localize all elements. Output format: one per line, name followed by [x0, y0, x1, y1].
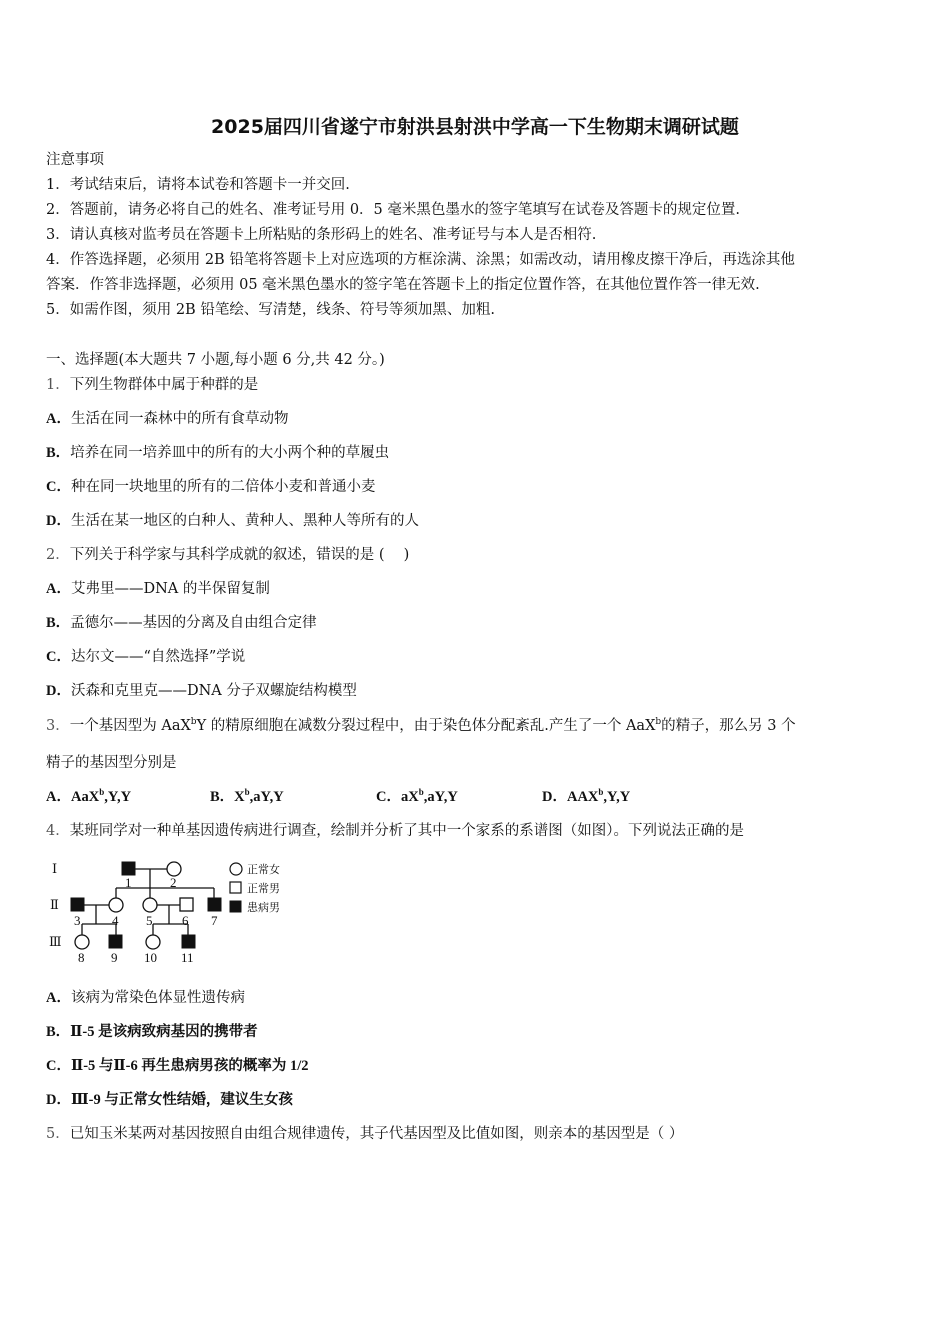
option-d: [46, 1090, 293, 1110]
option-a: [46, 787, 131, 807]
question-stem: 下列生物群体中属于种群的是: [69, 377, 259, 393]
question-stem-continued: 精子的基因型分别是: [46, 755, 177, 771]
generation-label: Ⅲ: [49, 934, 62, 949]
question-number: 2．: [46, 547, 70, 563]
option-label: D．: [46, 513, 71, 529]
option-label: D．: [542, 789, 567, 805]
option-label: A．: [46, 581, 71, 597]
superscript: b: [418, 787, 424, 797]
legend-female-icon: [230, 863, 242, 875]
question-3: [46, 716, 796, 736]
option-b: [46, 443, 389, 463]
individual-number: 1: [125, 875, 132, 890]
notice-item: 2．答题前，请务必将自己的姓名、准考证号用 0．5 毫米黑色墨水的签字笔填写在试卷及答题卡的规定位置.: [46, 202, 740, 218]
notice-item: 1．考试结束后，请将本试卷和答题卡一并交回.: [46, 177, 350, 193]
normal-female-symbol: [75, 935, 89, 949]
page-title: 2025届四川省遂宁市射洪县射洪中学高一下生物期末调研试题: [211, 116, 739, 138]
notice-item: 5．如需作图，须用 2B 铅笔绘、写清楚，线条、符号等须加黑、加粗.: [46, 302, 495, 318]
question-number: 4．: [46, 823, 70, 839]
affected-male-symbol: [182, 935, 195, 948]
question-stem: 下列关于科学家与其科学成就的叙述，错误的是 ( ): [69, 547, 410, 563]
option-c: [46, 477, 375, 497]
option-text: AaX: [70, 789, 100, 805]
normal-female-symbol: [167, 862, 181, 876]
generation-label: Ⅰ: [52, 861, 58, 876]
affected-male-symbol: [71, 898, 84, 911]
superscript: b: [244, 787, 250, 797]
option-label: B．: [46, 615, 71, 631]
superscript: b: [598, 787, 604, 797]
option-text: ,Y,Y: [104, 789, 132, 805]
option-label: C．: [46, 649, 71, 665]
legend-affected-icon: [230, 901, 241, 912]
question-1: [46, 375, 258, 395]
option-text: 艾弗里——DNA 的半保留复制: [70, 581, 270, 597]
option-label: A．: [46, 789, 71, 805]
individual-number: 6: [182, 913, 189, 928]
option-c: [46, 647, 245, 667]
option-label: B．: [210, 789, 235, 805]
option-label: C．: [46, 1058, 71, 1074]
superscript: b: [190, 717, 197, 727]
question-2: [46, 545, 409, 565]
question-4: [46, 821, 744, 841]
option-label: B．: [46, 445, 71, 461]
option-d: [46, 681, 357, 701]
question-number: 1．: [46, 377, 70, 393]
normal-female-symbol: [143, 898, 157, 912]
option-label: C．: [376, 789, 401, 805]
question-number: 5．: [46, 1126, 70, 1142]
option-text: 该病为常染色体显性遗传病: [70, 990, 245, 1006]
notice-item: 答案．作答非选择题，必须用 05 毫米黑色墨水的签字笔在答题卡上的指定位置作答，在其他位置作答一律无效.: [46, 277, 760, 293]
notice-item: 3．请认真核对监考员在答题卡上所粘贴的条形码上的姓名、准考证号与本人是否相符.: [46, 227, 597, 243]
option-a: [46, 579, 270, 599]
normal-female-symbol: [146, 935, 160, 949]
affected-male-symbol: [109, 935, 122, 948]
option-text: 孟德尔——基因的分离及自由组合定律: [70, 615, 317, 631]
option-a: [46, 409, 288, 429]
option-text: ,aY,Y: [249, 789, 284, 805]
question-stem: Y 的精原细胞在减数分裂过程中，由于染色体分配紊乱.产生了一个 AaX: [196, 718, 656, 734]
individual-number: 10: [144, 950, 157, 965]
option-b: [46, 613, 317, 633]
option-d: [46, 511, 419, 531]
option-text: X: [234, 789, 245, 805]
individual-number: 9: [111, 950, 118, 965]
notice-item: 4．作答选择题，必须用 2B 铅笔将答题卡上对应选项的方框涂满、涂黑；如需改动，请用橡皮擦干净后，再选涂其他: [46, 252, 795, 268]
option-text: 培养在同一培养皿中的所有的大小两个种的草履虫: [70, 445, 390, 461]
option-text: ,Y,Y: [603, 789, 631, 805]
legend-male-icon: [230, 882, 241, 893]
option-label: D．: [46, 683, 71, 699]
question-stem: 一个基因型为 AaX: [69, 718, 191, 734]
individual-number: 4: [112, 913, 119, 928]
option-text: 生活在同一森林中的所有食草动物: [70, 411, 289, 427]
legend-label: 正常男: [247, 882, 280, 895]
option-text: Ⅱ-5 是该病致病基因的携带者: [70, 1024, 258, 1040]
legend-label: 患病男: [247, 901, 280, 914]
option-text: 达尔文——“自然选择”学说: [70, 649, 246, 665]
notice-heading: 注意事项: [46, 152, 104, 168]
superscript: b: [99, 787, 105, 797]
option-label: B．: [46, 1024, 71, 1040]
individual-number: 8: [78, 950, 85, 965]
option-label: C．: [46, 479, 71, 495]
normal-female-symbol: [109, 898, 123, 912]
individual-number: 3: [74, 913, 81, 928]
option-text: Ⅲ-9 与正常女性结婚，建议生女孩: [70, 1092, 293, 1108]
option-text: 生活在某一地区的白种人、黄种人、黑种人等所有的人: [70, 513, 419, 529]
superscript: b: [655, 717, 662, 727]
option-text: Ⅱ-5 与Ⅱ-6 再生患病男孩的概率为 1/2: [70, 1058, 309, 1074]
affected-male-symbol: [122, 862, 135, 875]
pedigree-diagram: [46, 852, 306, 972]
option-text: AAX: [566, 789, 599, 805]
option-text: ,aY,Y: [423, 789, 458, 805]
option-text: aX: [400, 789, 419, 805]
option-label: A．: [46, 411, 71, 427]
question-stem: 某班同学对一种单基因遗传病进行调查，绘制并分析了其中一个家系的系谱图（如图）。下列说法正确的是: [69, 823, 744, 839]
option-text: 沃森和克里克——DNA 分子双螺旋结构模型: [70, 683, 357, 699]
option-text: 种在同一块地里的所有的二倍体小麦和普通小麦: [70, 479, 376, 495]
option-label: A．: [46, 990, 71, 1006]
affected-male-symbol: [208, 898, 221, 911]
individual-number: 2: [170, 875, 177, 890]
question-stem: 已知玉米某两对基因按照自由组合规律遗传，其子代基因型及比值如图，则亲本的基因型是（ ）: [69, 1126, 684, 1142]
individual-number: 5: [146, 913, 153, 928]
legend-label: 正常女: [247, 863, 280, 876]
option-b: [210, 787, 284, 807]
option-c: [46, 1056, 309, 1076]
option-label: D．: [46, 1092, 71, 1108]
question-stem: 的精子，那么另 3 个: [661, 718, 796, 734]
section-heading: 一、选择题(本大题共 7 小题,每小题 6 分,共 42 分。): [46, 352, 385, 368]
option-a: [46, 988, 245, 1008]
individual-number: 7: [211, 913, 218, 928]
individual-number: 11: [181, 950, 194, 965]
normal-male-symbol: [180, 898, 193, 911]
question-number: 3．: [46, 718, 70, 734]
question-5: [46, 1124, 683, 1144]
option-b: [46, 1022, 258, 1042]
option-c: [376, 787, 458, 807]
option-d: [542, 787, 630, 807]
generation-label: Ⅱ: [50, 897, 59, 912]
